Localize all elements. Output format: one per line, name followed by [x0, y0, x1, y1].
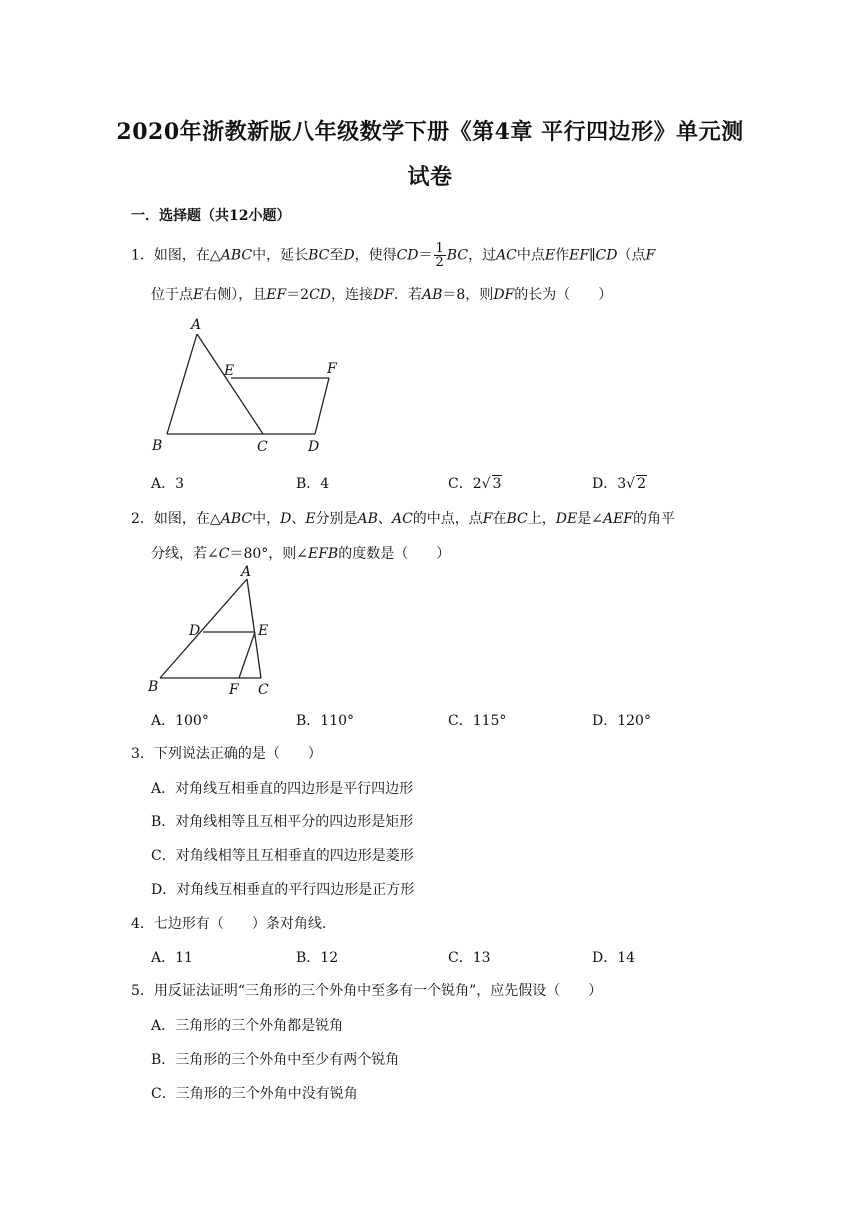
label-a: A — [241, 565, 252, 580]
segment-ab — [160, 579, 247, 678]
label-e: E — [258, 623, 269, 639]
question-2-line-1: 2．如图，在△ABC中，D、E分别是AB、AC的中点，点F在BC上，DE是∠AEF的角平 — [131, 511, 675, 527]
segment-ef — [239, 632, 255, 678]
question-2-option-b[interactable]: B．110° — [296, 713, 355, 729]
question-5-option-a[interactable]: A．三角形的三个外角都是锐角 — [151, 1018, 344, 1034]
question-4-option-d[interactable]: D．14 — [592, 950, 636, 966]
question-1-option-b[interactable]: B．4 — [296, 476, 330, 492]
label-a: A — [191, 317, 202, 333]
question-2-option-c[interactable]: C．115° — [448, 713, 507, 729]
question-4-option-c[interactable]: C．13 — [448, 950, 491, 966]
label-b: B — [152, 438, 163, 454]
question-2-option-d[interactable]: D．120° — [592, 713, 651, 729]
question-2-option-a[interactable]: A．100° — [151, 713, 209, 729]
label-d: D — [308, 439, 320, 455]
label-c: C — [258, 682, 269, 698]
label-f: F — [229, 682, 239, 698]
question-5-option-c[interactable]: C．三角形的三个外角中没有锐角 — [151, 1086, 358, 1102]
radicand: 2 — [637, 476, 646, 492]
question-3-option-a[interactable]: A．对角线互相垂直的四边形是平行四边形 — [151, 781, 414, 797]
fraction-one-half: $\frac{1}{2}$ — [435, 241, 444, 270]
question-1-option-a[interactable]: A．3 — [151, 476, 185, 492]
question-1-option-c[interactable]: C．2√ 3 — [448, 476, 502, 492]
question-4-stem: 4．七边形有（ ）条对角线. — [131, 916, 327, 932]
question-1-option-d[interactable]: D．3√ 2 — [592, 476, 646, 492]
question-5-option-b[interactable]: B．三角形的三个外角中至少有两个锐角 — [151, 1052, 400, 1068]
document-title-line-1: 2020年浙教新版八年级数学下册《第4章 平行四边形》单元测 — [116, 119, 744, 145]
document-title-line-2: 试卷 — [407, 164, 453, 190]
question-3-option-d[interactable]: D．对角线互相垂直的平行四边形是正方形 — [151, 882, 415, 898]
label-f: F — [327, 361, 337, 377]
question-1-line-2: 位于点E右侧），且EF＝2CD，连接DF．若AB＝8，则DF的长为（ ） — [151, 287, 613, 303]
question-2-figure — [145, 565, 280, 700]
label-c: C — [257, 439, 268, 455]
section-heading-multiple-choice: 一．选择题（共12小题） — [131, 208, 291, 224]
question-3-option-c[interactable]: C．对角线相等且互相垂直的四边形是菱形 — [151, 848, 414, 864]
segment-df — [315, 378, 329, 434]
question-number: 1． — [131, 247, 154, 264]
question-5-stem: 5．用反证法证明“三角形的三个外角中至多有一个锐角”，应先假设（ ） — [131, 983, 603, 999]
label-e: E — [224, 363, 235, 379]
question-3-option-b[interactable]: B．对角线相等且互相平分的四边形是矩形 — [151, 814, 414, 830]
question-4-option-a[interactable]: A．11 — [151, 950, 193, 966]
segment-ac — [197, 334, 263, 434]
segment-ab — [167, 334, 197, 434]
question-4-option-b[interactable]: B．12 — [296, 950, 339, 966]
label-b: B — [148, 679, 159, 695]
question-2-line-2: 分线，若∠C＝80°，则∠EFB的度数是（ ） — [151, 546, 451, 562]
question-1-figure — [145, 316, 345, 458]
question-3-stem: 3．下列说法正确的是（ ） — [131, 746, 322, 762]
question-number: 2． — [131, 511, 154, 527]
radicand: 3 — [492, 476, 502, 492]
question-1-line-1: 1．如图，在△ABC中，延长BC至D，使得CD＝ $\frac{1}{2}$ BC，过AC中点E作EF∥CD（点F — [131, 241, 656, 270]
label-d: D — [189, 623, 201, 639]
